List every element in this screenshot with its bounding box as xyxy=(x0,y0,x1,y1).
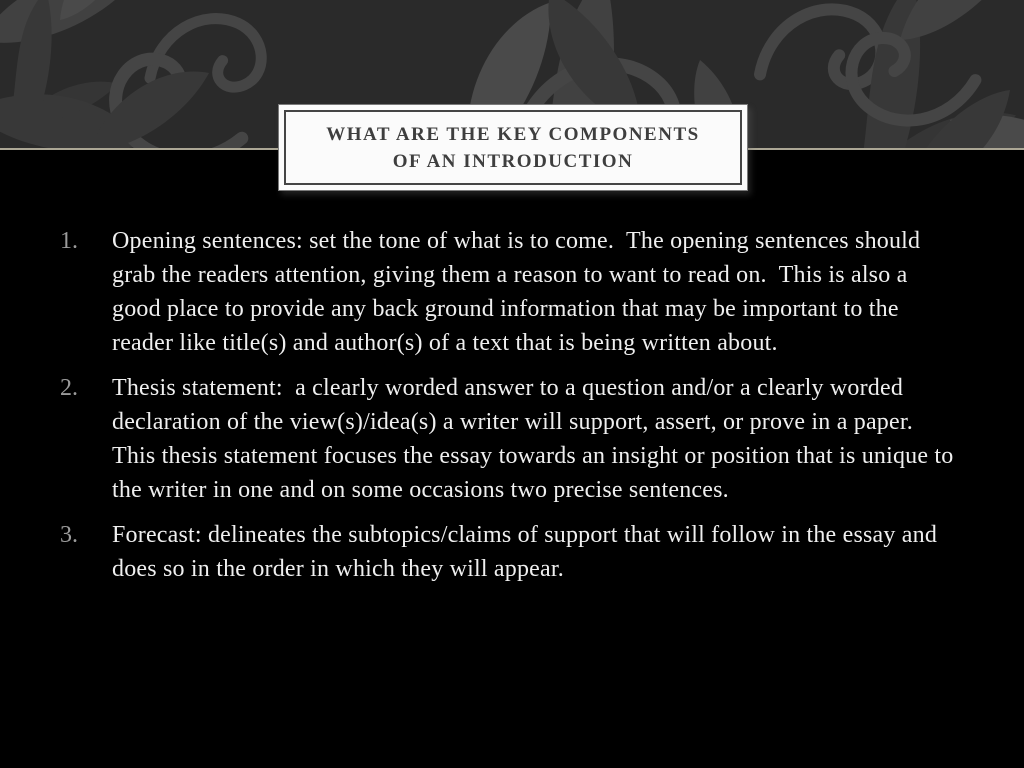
list-item xyxy=(0,224,1024,360)
slide-title-box xyxy=(278,104,748,191)
list-item-number: 3. xyxy=(60,522,78,548)
list-item-text: Forecast: delineates the subtopics/claims of support that will follow in the essay and does so in the order in which they will appear. xyxy=(112,522,944,582)
slide-title-line1: WHAT ARE THE KEY COMPONENTS xyxy=(326,123,700,145)
list-item xyxy=(0,518,1024,586)
list-item-number: 2. xyxy=(60,375,78,401)
numbered-list xyxy=(0,224,1024,586)
list-item-text: Opening sentences: set the tone of what is to come. The opening sentences should grab the readers attention, giving them a reason to want to read on. This is also a good place to provide any back ground information that may be important to the reader like title(s) and author(s) of a text that is being written about. xyxy=(112,228,927,356)
list-item-text: Thesis statement: a clearly worded answer to a question and/or a clearly worded declaration of the view(s)/idea(s) a writer will support, assert, or prove in a paper. This thesis statement focuses the essay towards an insight or position that is unique to the writer in one and on some occasions two precise sentences. xyxy=(112,375,960,503)
list-item xyxy=(0,371,1024,507)
slide-title xyxy=(286,112,740,183)
list-item-number: 1. xyxy=(60,228,78,254)
slide-body xyxy=(0,224,1024,597)
slide-title-line2: OF AN INTRODUCTION xyxy=(392,150,634,172)
